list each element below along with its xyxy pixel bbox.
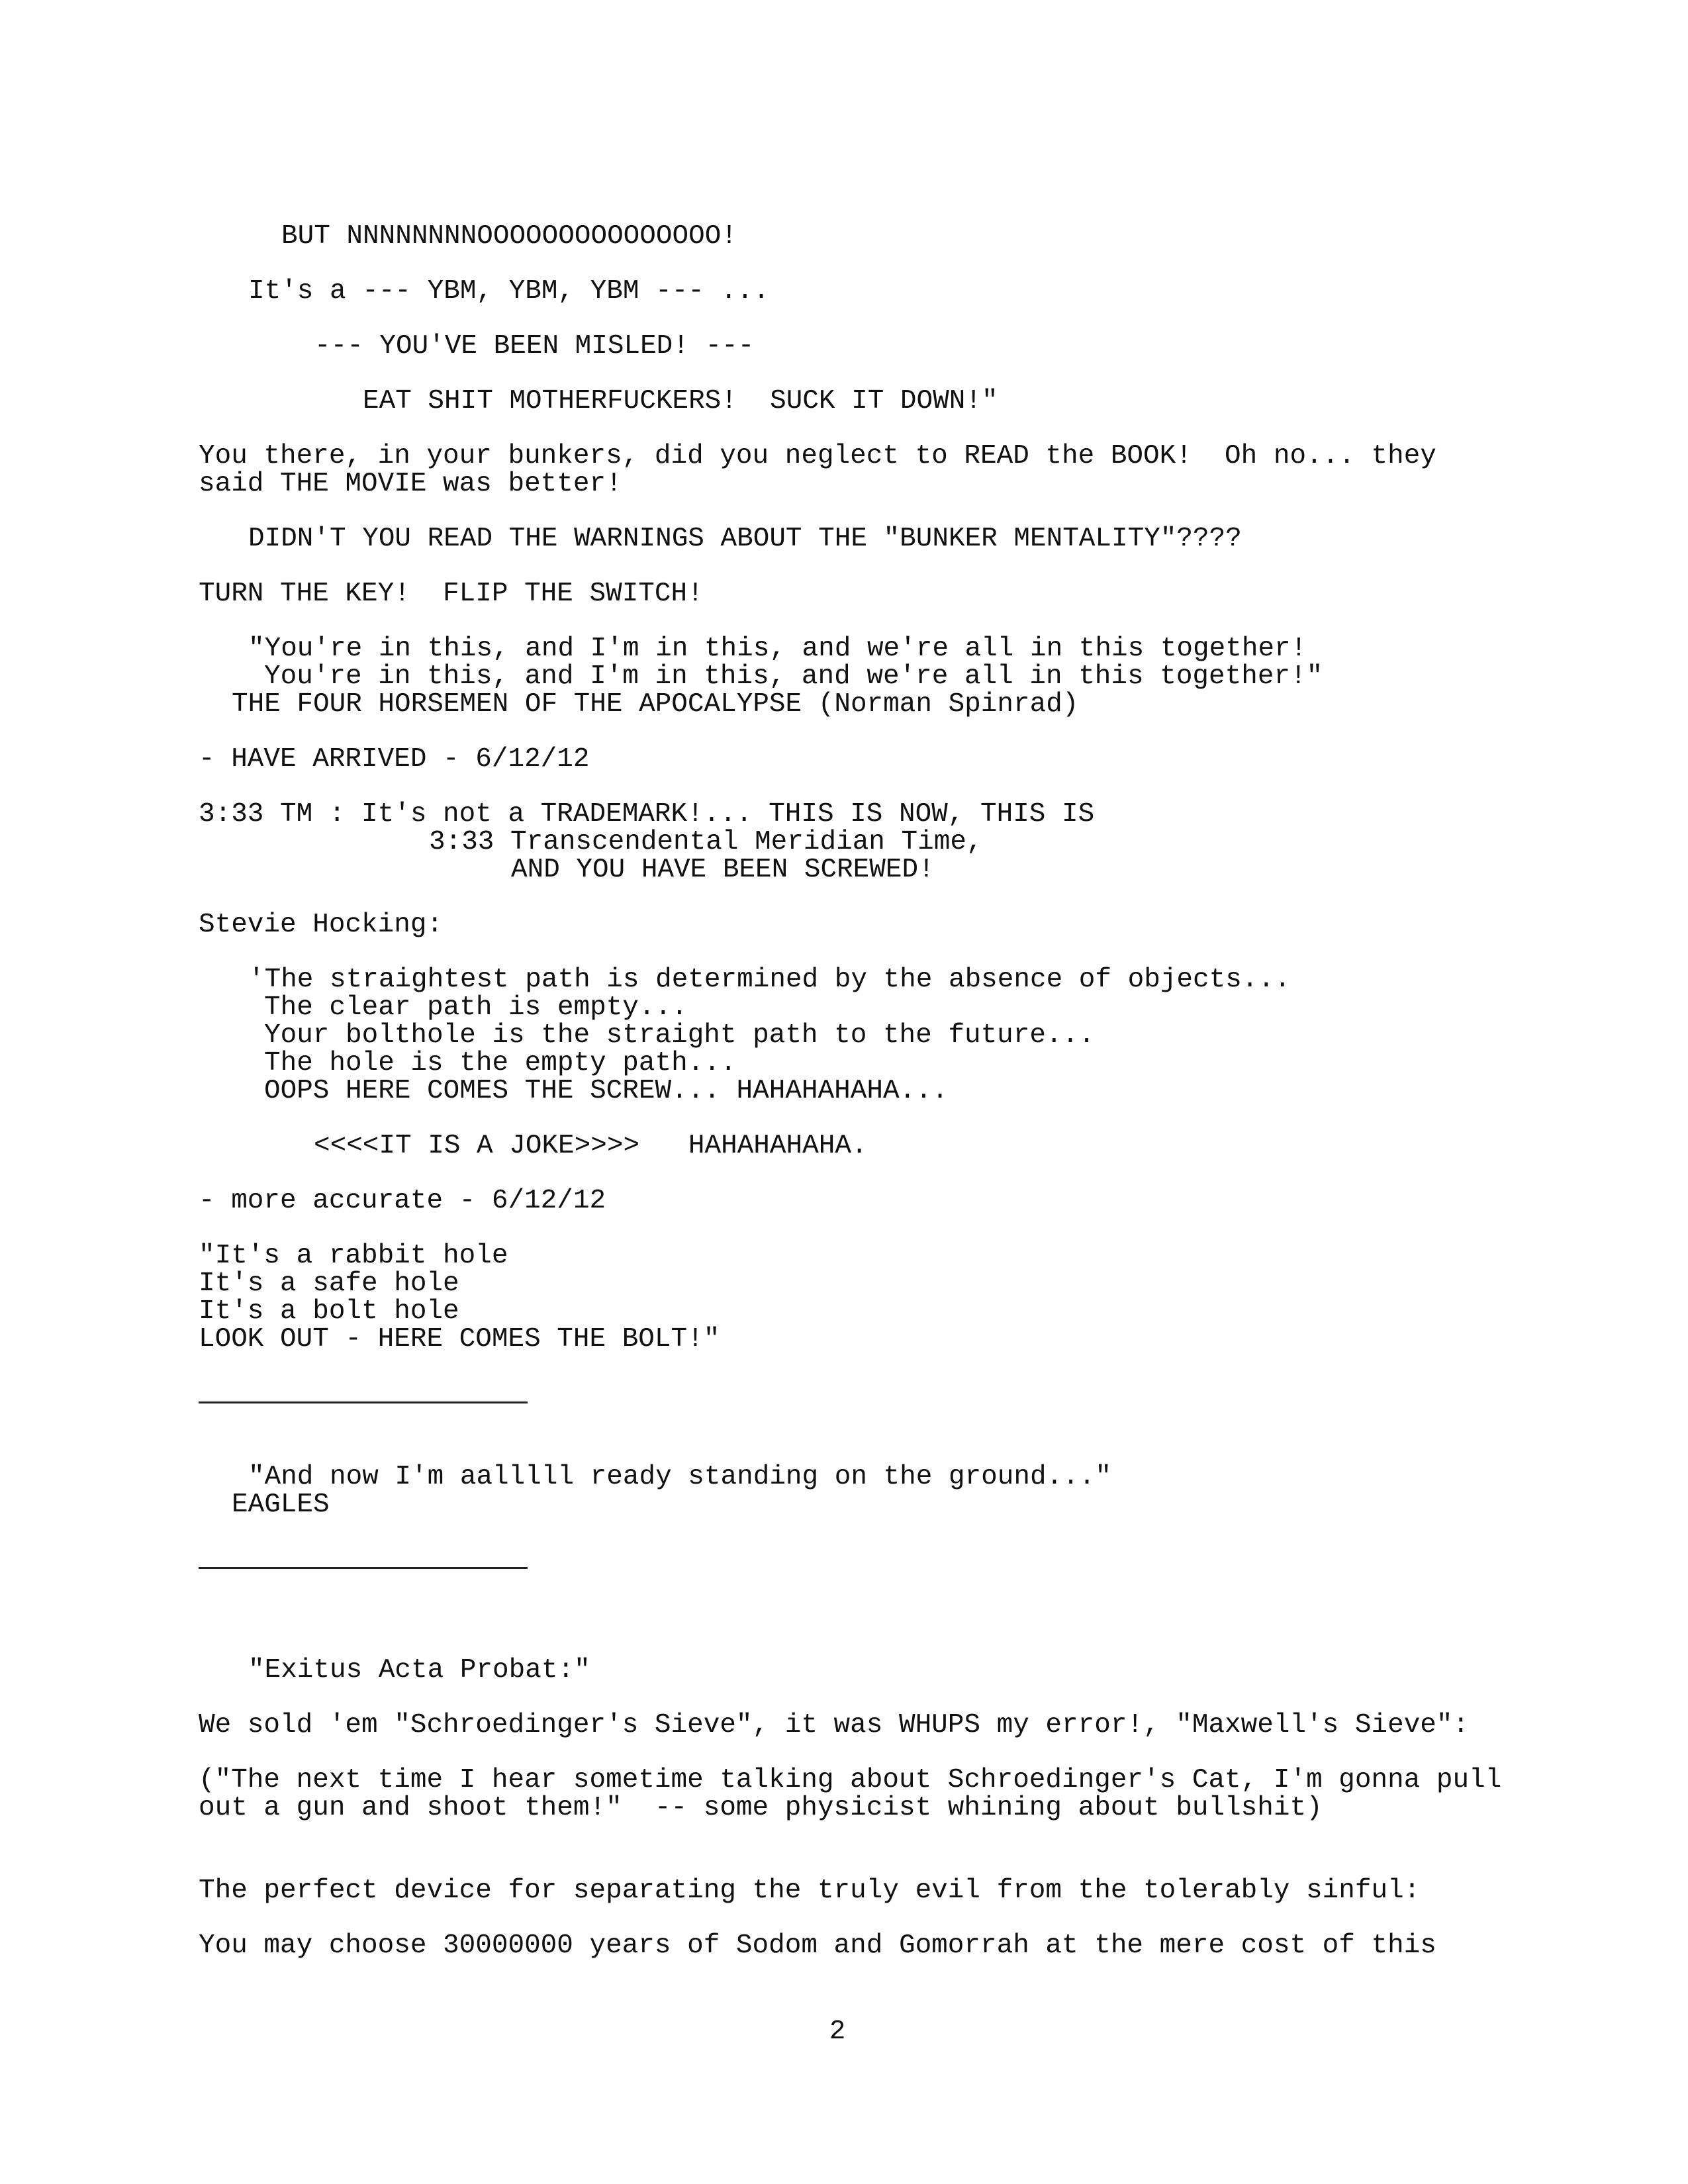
text-line: You may choose 30000000 years of Sodom and Gomorrah at the mere cost of this bbox=[199, 1930, 1436, 1961]
section-divider bbox=[199, 1401, 528, 1403]
text-line: "You're in this, and I'm in this, and we're all in this together! bbox=[248, 634, 1307, 664]
text-line: We sold 'em "Schroedinger's Sieve", it was WHUPS my error!, "Maxwell's Sieve": bbox=[199, 1710, 1470, 1740]
text-line: The clear path is empty... bbox=[264, 992, 688, 1023]
page-number: 2 bbox=[829, 2017, 846, 2047]
text-line: AND YOU HAVE BEEN SCREWED! bbox=[511, 855, 935, 885]
text-line: ("The next time I hear sometime talking about Schroedinger's Cat, I'm gonna pull bbox=[199, 1765, 1502, 1795]
text-line: It's a bolt hole bbox=[199, 1296, 459, 1327]
text-line: BUT NNNNNNNNOOOOOOOOOOOOOOO! bbox=[281, 221, 737, 252]
text-line: - more accurate - 6/12/12 bbox=[199, 1186, 606, 1216]
text-line: EAGLES bbox=[232, 1490, 330, 1520]
text-line: The perfect device for separating the truly evil from the tolerably sinful: bbox=[199, 1875, 1421, 1906]
text-line: TURN THE KEY! FLIP THE SWITCH! bbox=[199, 579, 704, 609]
text-line: LOOK OUT - HERE COMES THE BOLT!" bbox=[199, 1324, 720, 1354]
text-line: You there, in your bunkers, did you neglect to READ the BOOK! Oh no... they bbox=[199, 441, 1436, 471]
section-divider bbox=[199, 1567, 528, 1569]
text-line: 'The straightest path is determined by the absence of objects... bbox=[248, 965, 1291, 995]
text-line: "It's a rabbit hole bbox=[199, 1241, 508, 1271]
text-line: - HAVE ARRIVED - 6/12/12 bbox=[199, 744, 590, 775]
text-line: It's a --- YBM, YBM, YBM --- ... bbox=[248, 276, 770, 307]
text-line: 3:33 Transcendental Meridian Time, bbox=[429, 827, 983, 857]
text-line: It's a safe hole bbox=[199, 1268, 459, 1299]
text-line: <<<<IT IS A JOKE>>>> HAHAHAHAHA. bbox=[314, 1131, 868, 1161]
text-line: DIDN'T YOU READ THE WARNINGS ABOUT THE "BUNKER MENTALITY"???? bbox=[248, 524, 1242, 554]
text-line: 3:33 TM : It's not a TRADEMARK!... THIS IS NOW, THIS IS bbox=[199, 799, 1095, 830]
text-line: Stevie Hocking: bbox=[199, 910, 444, 940]
text-line: "And now I'm aalllll ready standing on the ground..." bbox=[248, 1462, 1112, 1492]
text-line: "Exitus Acta Probat:" bbox=[248, 1655, 590, 1685]
text-line: out a gun and shoot them!" -- some physicist whining about bullshit) bbox=[199, 1793, 1323, 1823]
text-line: You're in this, and I'm in this, and we're all in this together!" bbox=[264, 661, 1323, 692]
text-line: EAT SHIT MOTHERFUCKERS! SUCK IT DOWN!" bbox=[363, 386, 998, 416]
text-line: Your bolthole is the straight path to the future... bbox=[264, 1020, 1095, 1051]
text-line: The hole is the empty path... bbox=[264, 1048, 737, 1078]
text-line: OOPS HERE COMES THE SCREW... HAHAHAHAHA... bbox=[264, 1076, 949, 1106]
text-line: --- YOU'VE BEEN MISLED! --- bbox=[314, 331, 755, 361]
text-line: said THE MOVIE was better! bbox=[199, 469, 622, 499]
text-line: THE FOUR HORSEMEN OF THE APOCALYPSE (Norman Spinrad) bbox=[232, 689, 1079, 720]
